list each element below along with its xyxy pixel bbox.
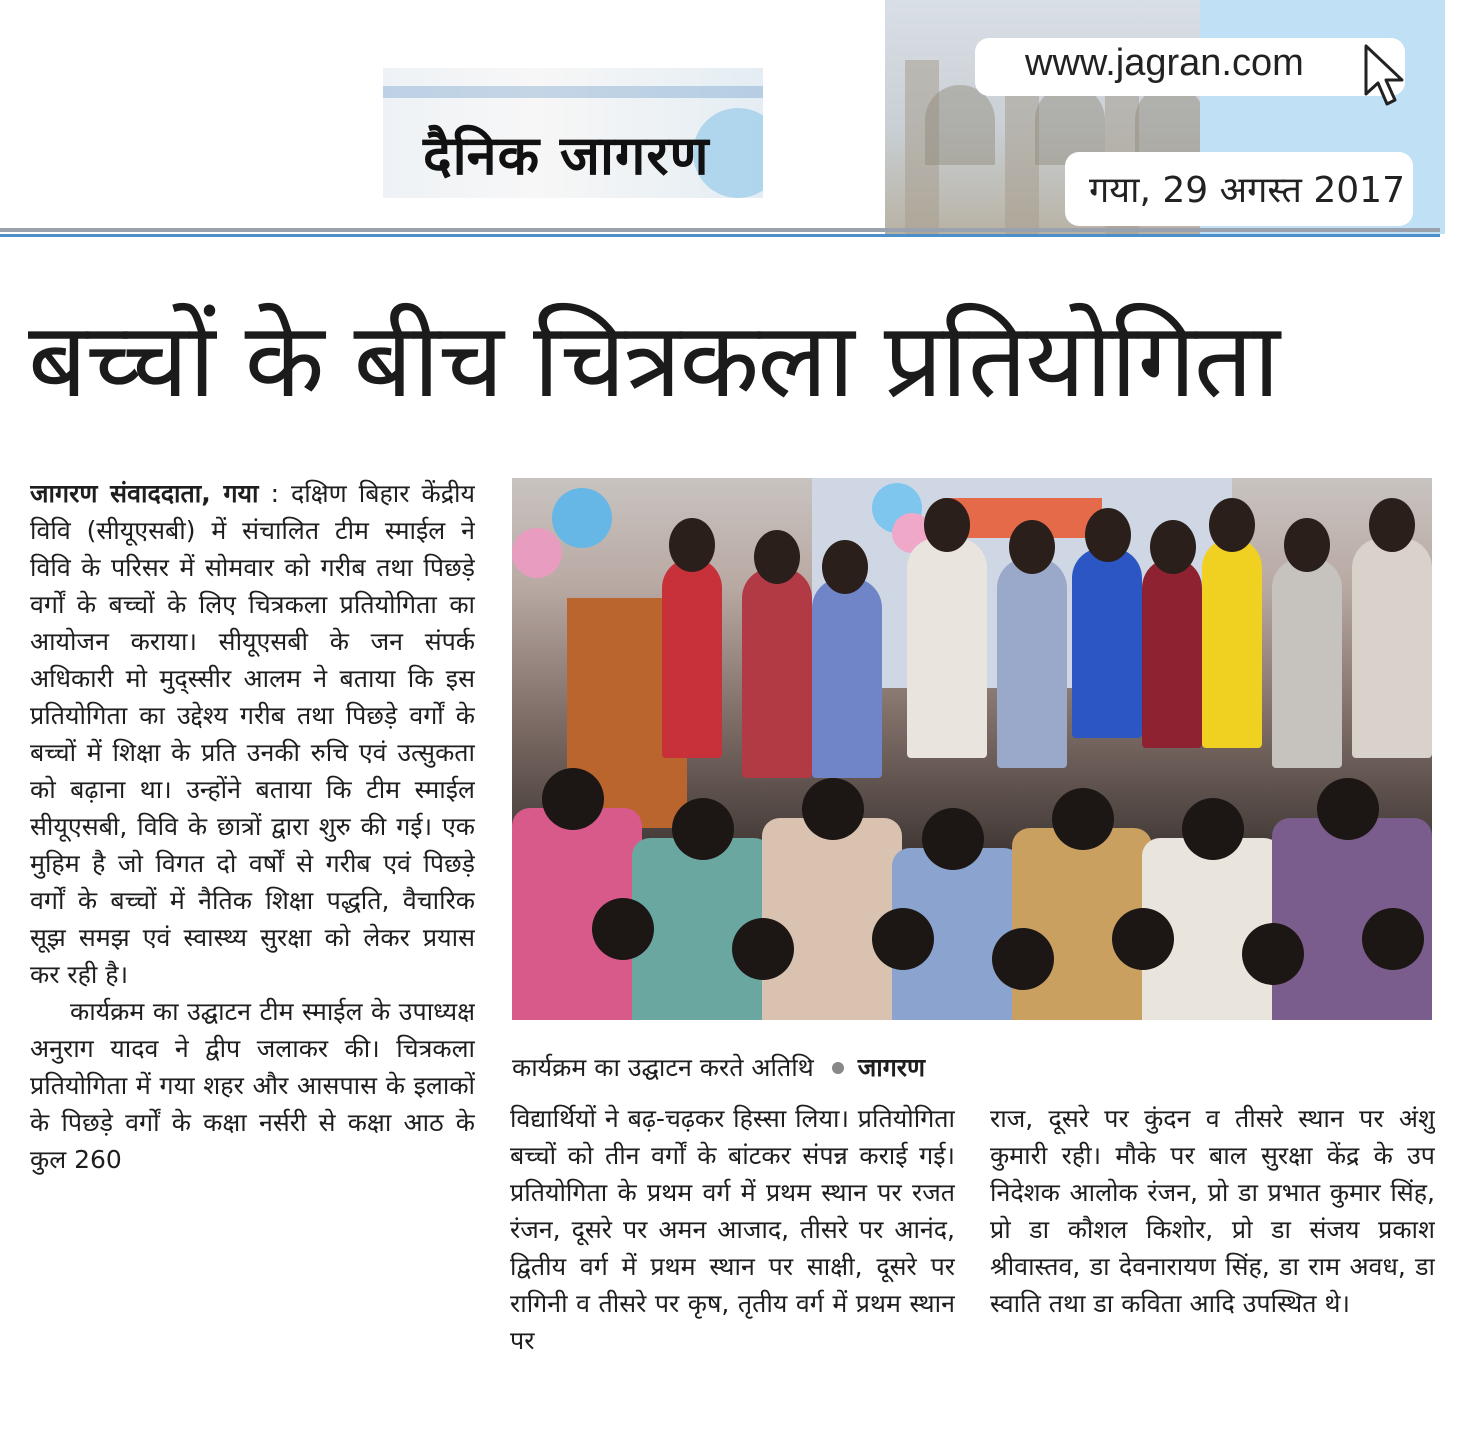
website-url-box[interactable] — [975, 38, 1405, 96]
website-url[interactable]: www.jagran.com — [1025, 42, 1304, 84]
article-paragraph-2: कार्यक्रम का उद्घाटन टीम स्माईल के उपाध्यक्ष अनुराग यादव ने द्वीप जलाकर की। चित्रकला प्रतियोगिता में गया शहर और आसपास के इलाकों के पिछड़े वर्गों के कक्षा नर्सरी से कक्षा आठ के कुल 260 — [30, 997, 475, 1174]
photo-credit: जागरण — [857, 1053, 926, 1082]
dateline: जागरण संवाददाता, गया — [30, 479, 259, 508]
event-photo — [512, 478, 1432, 1020]
newspaper-logo — [383, 68, 763, 198]
column-2-text: विद्यार्थियों ने बढ़-चढ़कर हिस्सा लिया। प्रतियोगिता बच्चों को तीन वर्गों के बांटकर संपन्न कराई गई। प्रतियोगिता के प्रथम वर्ग में प्रथम स्थान पर रजत रंजन, दूसरे पर अमन आजाद, तीसरे पर आनंद, द्वितीय वर्ग में प्रथम स्थान पर साक्षी, दूसरे पर रागिनी व तीसरे पर कृष, तृतीय वर्ग में प्रथम स्थान पर — [510, 1104, 955, 1355]
masthead-divider — [0, 228, 1440, 232]
article-column-2 — [510, 1100, 955, 1430]
masthead — [0, 0, 1465, 240]
caption-text: कार्यक्रम का उद्घाटन करते अतिथि — [512, 1053, 814, 1082]
edition-date-box — [1065, 152, 1413, 226]
article-column-1 — [30, 475, 475, 1430]
photo-caption — [512, 1050, 1212, 1090]
logo-text: दैनिक जागरण — [423, 124, 710, 187]
article-paragraph-1 — [30, 475, 475, 993]
edition-date: गया, 29 अगस्त 2017 — [1089, 170, 1405, 211]
article-column-3 — [990, 1100, 1435, 1430]
masthead-accent-line — [0, 234, 1440, 237]
cursor-pointer-icon — [1360, 42, 1410, 112]
headline: बच्चों के बीच चित्रकला प्रतियोगिता — [28, 299, 1279, 421]
bullet-icon — [832, 1062, 844, 1074]
paragraph-1-text: : दक्षिण बिहार केंद्रीय विवि (सीयूएसबी) में संचालित टीम स्माईल ने विवि के परिसर में सोमवार को गरीब तथा पिछड़े वर्गों के बच्चों के लिए चित्रकला प्रतियोगिता का आयोजन कराया। सीयूएसबी के जन संपर्क अधिकारी मो मुद्स्सीर आलम ने बताया कि इस प्रतियोगिता का उद्देश्य गरीब तथा पिछड़े वर्गों के बच्चों में शिक्षा के प्रति उनकी रुचि एवं उत्सुकता को बढ़ाना था। उन्होंने बताया कि टीम स्माईल सीयूएसबी, विवि के छात्रों द्वारा शुरु की गई। एक मुहिम है जो विगत दो वर्षों से गरीब एवं पिछड़े वर्गों के बच्चों में नैतिक शिक्षा पद्धति, वैचारिक सूझ समझ एवं स्वास्थ्य सुरक्षा को लेकर प्रयास कर रही है। — [30, 479, 475, 989]
column-3-text: राज, दूसरे पर कुंदन व तीसरे स्थान पर अंशु कुमारी रही। मौके पर बाल सुरक्षा केंद्र के उप निदेशक आलोक रंजन, प्रो डा प्रभात कुमार सिंह, प्रो डा कौशल किशोर, प्रो डा संजय प्रकाश श्रीवास्तव, डा देवनारायण सिंह, डा राम अवध, डा स्वाति तथा डा कविता आदि उपस्थित थे। — [990, 1104, 1435, 1318]
